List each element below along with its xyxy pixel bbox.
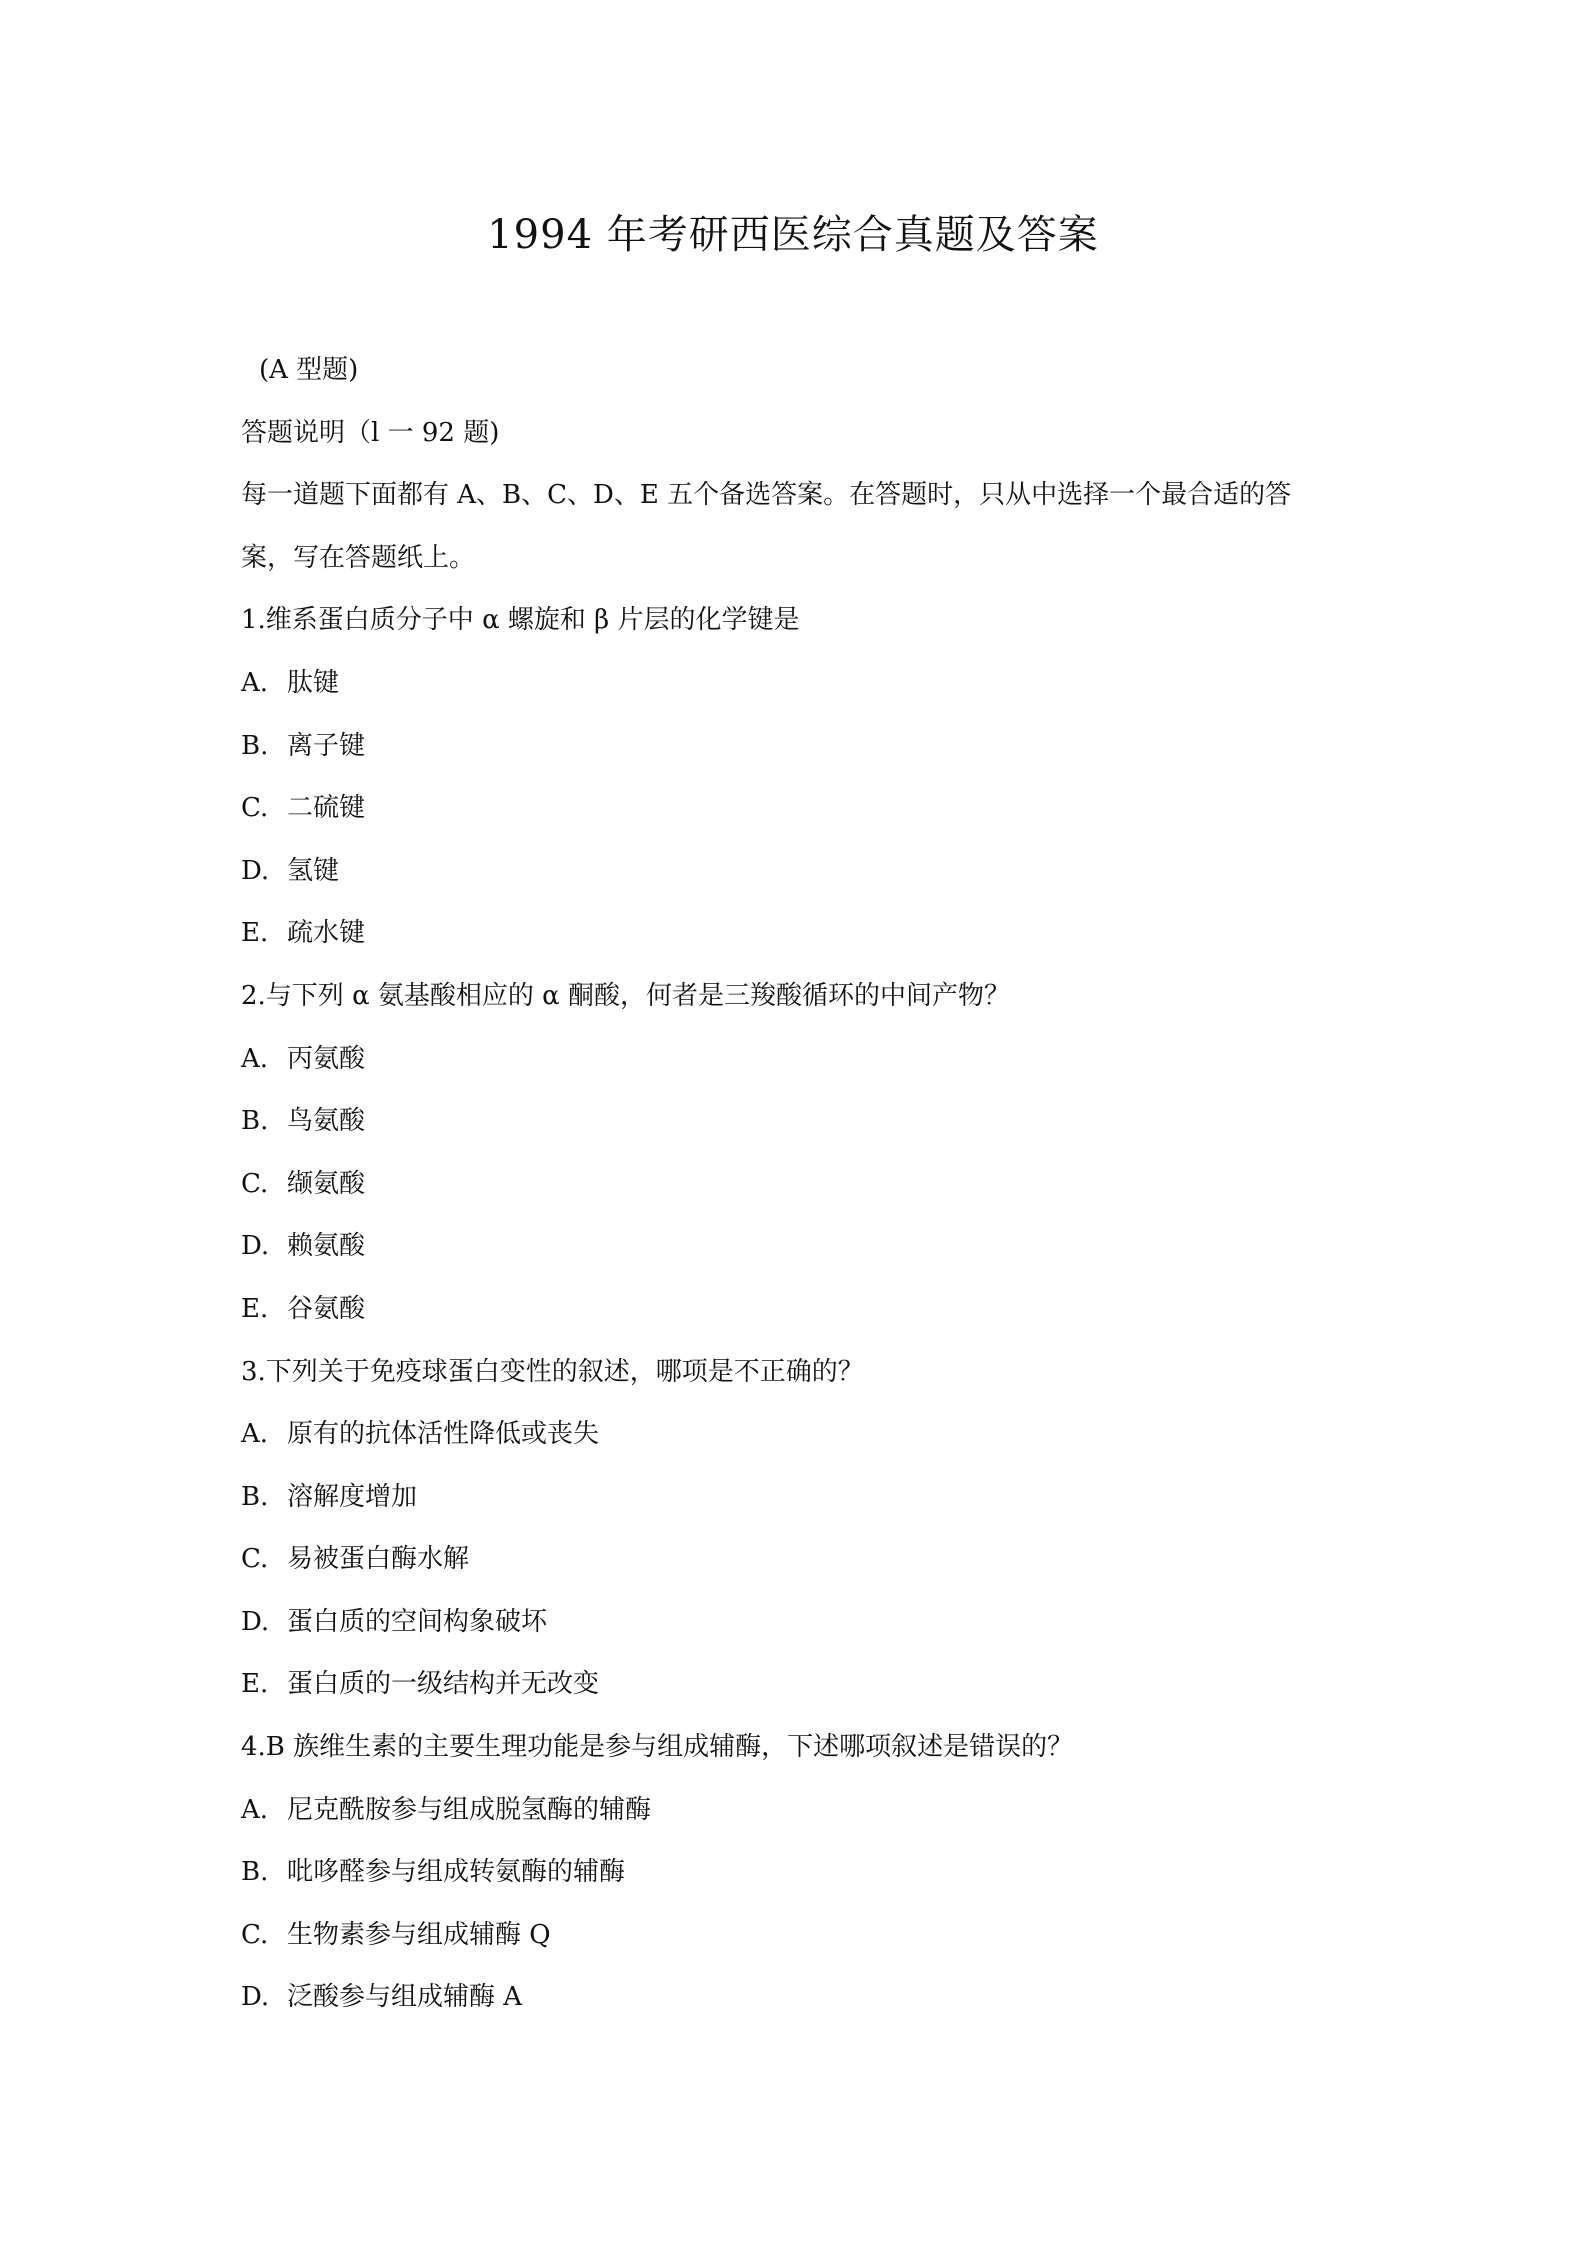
option-text: 氢键	[287, 855, 340, 886]
answer-option	[241, 1221, 1361, 1284]
option-text: 赖氨酸	[287, 1231, 366, 1262]
answer-option	[241, 1034, 1361, 1097]
option-text: 肽键	[287, 667, 340, 698]
question-stem: 1.维系蛋白质分子中 α 螺旋和 β 片层的化学键是	[241, 605, 800, 636]
option-text: 谷氨酸	[287, 1293, 366, 1324]
option-text: 鸟氨酸	[287, 1106, 366, 1137]
section-type: (A 型题)	[259, 355, 359, 385]
answer-option	[241, 1534, 1361, 1597]
option-text: 疏水键	[287, 918, 366, 949]
question-stem: 4.B 族维生素的主要生理功能是参与组成辅酶，下述哪项叙述是错误的？	[241, 1732, 1074, 1763]
option-text: 蛋白质的空间构象破坏	[287, 1606, 548, 1637]
option-letter: D.	[241, 1606, 270, 1637]
answer-option	[241, 1659, 1361, 1722]
answer-option	[241, 1972, 1361, 2035]
document-title: 1994 年考研西医综合真题及答案	[487, 212, 1099, 258]
option-letter: A.	[241, 1043, 269, 1074]
answer-option	[241, 1472, 1361, 1535]
option-text: 生物素参与组成辅酶 Q	[287, 1919, 551, 1950]
question-stem: 3.下列关于免疫球蛋白变性的叙述，哪项是不正确的？	[241, 1356, 864, 1387]
document-body	[241, 345, 1361, 2035]
option-letter: C.	[241, 1919, 269, 1950]
option-text: 二硫键	[287, 793, 366, 824]
option-letter: E.	[241, 1669, 269, 1700]
option-text: 丙氨酸	[287, 1043, 366, 1074]
option-letter: C.	[241, 1544, 269, 1575]
instructions-header: 答题说明（l 一 92 题)	[241, 417, 500, 448]
answer-option	[241, 1409, 1361, 1472]
option-letter: C.	[241, 793, 269, 824]
option-letter: A.	[241, 1794, 269, 1825]
option-letter: D.	[241, 1982, 270, 2013]
option-letter: D.	[241, 1231, 270, 1262]
answer-option	[241, 846, 1361, 909]
option-text: 溶解度增加	[287, 1481, 418, 1512]
instructions-text-continued: 案，写在答题纸上。	[241, 542, 476, 573]
option-letter: B.	[241, 1857, 269, 1888]
option-text: 离子键	[287, 730, 366, 761]
answer-option	[241, 1096, 1361, 1159]
option-text: 泛酸参与组成辅酶 A	[287, 1982, 523, 2013]
answer-option	[241, 1847, 1361, 1910]
question-list	[241, 595, 1361, 2035]
answer-option	[241, 908, 1361, 971]
answer-option	[241, 783, 1361, 846]
answer-option	[241, 1910, 1361, 1973]
option-text: 缬氨酸	[287, 1168, 366, 1199]
instructions-text: 每一道题下面都有 A、B、C、D、E 五个备选答案。在答题时，只从中选择一个最合适的答	[241, 480, 1292, 511]
option-text: 尼克酰胺参与组成脱氢酶的辅酶	[287, 1794, 652, 1825]
option-letter: B.	[241, 1481, 269, 1512]
answer-option	[241, 1159, 1361, 1222]
option-text: 易被蛋白酶水解	[287, 1544, 470, 1575]
option-text: 原有的抗体活性降低或丧失	[287, 1419, 600, 1450]
option-text: 蛋白质的一级结构并无改变	[287, 1669, 600, 1700]
option-letter: D.	[241, 855, 270, 886]
answer-option	[241, 1785, 1361, 1848]
answer-option	[241, 721, 1361, 784]
option-letter: E.	[241, 1293, 269, 1324]
answer-option	[241, 658, 1361, 721]
answer-option	[241, 1284, 1361, 1347]
option-letter: C.	[241, 1168, 269, 1199]
option-letter: E.	[241, 918, 269, 949]
option-letter: A.	[241, 1419, 269, 1450]
answer-option	[241, 1597, 1361, 1660]
option-letter: B.	[241, 1106, 269, 1137]
question-stem: 2.与下列 α 氨基酸相应的 α 酮酸，何者是三羧酸循环的中间产物？	[241, 980, 1010, 1011]
option-text: 吡哆醛参与组成转氨酶的辅酶	[287, 1857, 626, 1888]
option-letter: B.	[241, 730, 269, 761]
option-letter: A.	[241, 667, 269, 698]
